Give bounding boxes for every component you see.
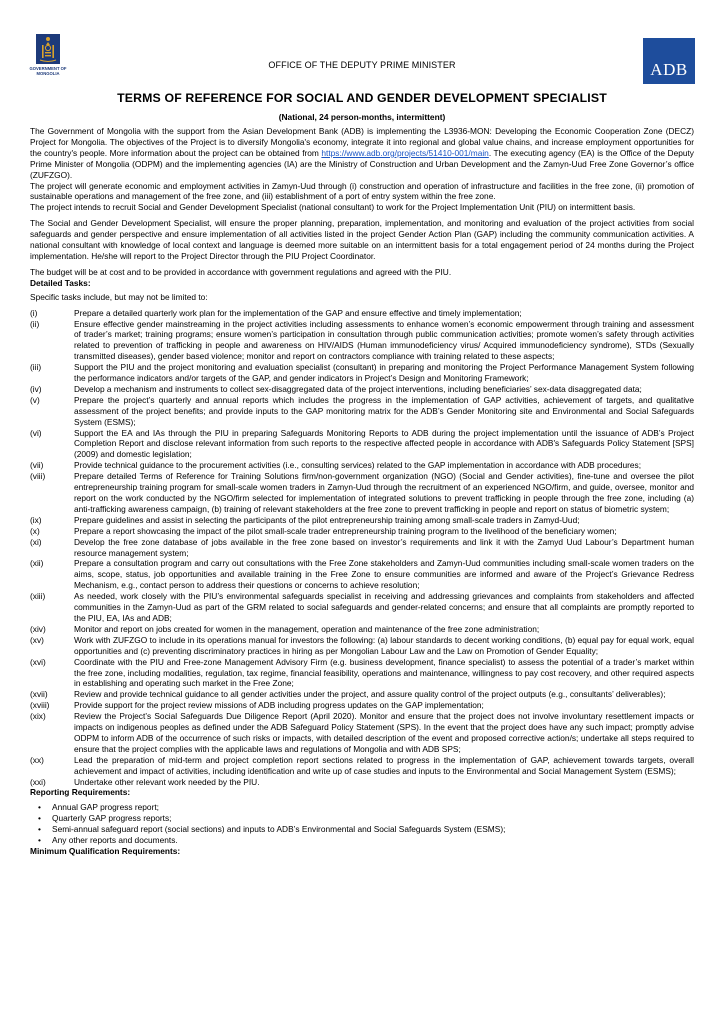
task-text: Review the Project’s Social Safeguards Due Diligence Report (April 2020). Monitor and ensure that the project does not involve involuntary resettlement impacts or impacts on indigenous peoples as defined under the ADB Safeguard Policy Statement (SPS). In the event that the project does have any such impact; promptly advise ODPM to inform ADB of the occurrence of such risks or impacts, with detailed description of the event and proposed corrective action/s; undertake all steps required to ensure that the project complies with the applicable laws and regulations of Mongolia and with ADB SPS; [74, 711, 694, 754]
task-number: (viii) [30, 471, 46, 482]
task-item [30, 777, 694, 788]
task-item [30, 755, 694, 777]
task-item [30, 384, 694, 395]
detailed-tasks-lead: Specific tasks include, but may not be limited to: [30, 291, 208, 302]
task-text: Support the EA and IAs through the PIU in preparing Safeguards Monitoring Reports to ADB during the project implementation until the issuance of ADB’s Project Completion Report and disclose relevant information from such reports to the respective affected people in accordance with ADB's Safeguards Policy Statement [SPS] (2009) and domestic legislation; [74, 427, 694, 460]
task-text: Prepare the project’s quarterly and annual reports which includes the progress in the implementation of GAP activities, achievement of targets, and qualitative assessment of the project benefits; and provide inputs to the GAP monitoring matrix for the ADB’s Gender Monitoring site and Environmental and Social Safeguards System (ESMS); [74, 394, 694, 427]
detailed-tasks-list [30, 308, 694, 788]
reporting-item [30, 802, 694, 813]
reporting-item-text: Semi-annual safeguard report (social sections) and inputs to ADB’s Environmental and Social Safeguards System (ESMS); [52, 824, 506, 835]
task-number: (ix) [30, 514, 42, 525]
intro-paragraph-3: The project intends to recruit Social and Gender Development Specialist (national consultant) to work for the Project Implementation Unit (PIU) on intermittent basis. [30, 202, 636, 213]
reporting-requirements-heading: Reporting Requirements: [30, 787, 131, 798]
task-text: Ensure effective gender mainstreaming in the project activities including assessments to enhance women’s economic empowerment through training and assessment of trader’s market; training programs; ensure women’s participation in consultation through public communication activities; promote women’s safety through activities related to prevention of trafficking in people and awareness on HIV/AIDS (Human immunodeficiency virus/ Acquired immunodeficiency syndrome), STDs (Sexually transmitted diseases), gender based violence; monitor and report on contractors compliance with training related to these aspects; [74, 318, 694, 362]
task-number: (xiv) [30, 623, 46, 634]
task-number: (vii) [30, 460, 44, 471]
intro-paragraph-1 [30, 126, 694, 181]
task-text: Work with ZUFZGO to include in its operations manual for investors the following: (a) labour standards to decent working conditions, (b) equal pay for equal work, equal opportunities and (c) preventing discriminatory practices in hiring as per Mongolian Labour Law and the Law on Promotion of Gender Equality; [74, 634, 694, 656]
document-subtitle: (National, 24 person-months, intermittent) [278, 112, 446, 122]
task-number: (xv) [30, 634, 44, 645]
task-item [30, 460, 694, 471]
reporting-item [30, 824, 694, 835]
document-title: TERMS OF REFERENCE FOR SOCIAL AND GENDER DEVELOPMENT SPECIALIST [117, 91, 607, 105]
task-number: (xx) [30, 754, 44, 765]
task-item [30, 591, 694, 624]
intro-paragraph-1-text-end: . The executing agency (EA) is the Office of the Deputy Prime Minister of Mongolia (ODPM) and the implementing agencies (IA) are the Ministry of Construction and Urban Development and the Zamyn-Uud Free Zone Governor’s office (ZUFZGO). [30, 147, 694, 180]
task-number: (iii) [30, 362, 42, 373]
intro-paragraph-4: The Social and Gender Development Specialist, will ensure the proper planning, preparation, implementation, and monitoring and evaluation of the project activities from social safeguards and gender perspective and ensure implementation of all activities listed in the project Gender Action Plan (GAP) including the community communication activities. A national consultant with knowledge of local context and language is deemed more suitable on an intermittent basis for a total engagement period of 24 months during the Project implementation. He/she will report to the Project Director through the PIU Project Coordinator. [30, 218, 694, 261]
government-logo-caption: GOVERNMENT OF MONGOLIA [29, 66, 67, 76]
reporting-item [30, 813, 694, 824]
task-item [30, 308, 694, 319]
task-number: (xxi) [30, 776, 46, 787]
task-number: (vi) [30, 427, 42, 438]
task-item [30, 526, 694, 537]
intro-paragraph-1-text: The Government of Mongolia with the support from the Asian Development Bank (ADB) is implementing the L3936-MON: Developing the Economic Cooperation Zone (DECZ) Project for Mongolia. The objectives of the Project is to diversify Mongolia's economy, integrate it into regional and global value chains, and increase employment opportunities for the country's people. More information about the project can be obtained from [30, 126, 694, 158]
task-number: (xii) [30, 558, 44, 569]
task-number: (i) [30, 307, 38, 318]
document-body [30, 126, 694, 857]
task-item [30, 395, 694, 428]
task-text: Review and provide technical guidance to all gender activities under the project, and assure quality control of the project outputs (e.g., consultants’ deliverables); [74, 689, 666, 700]
task-text: Lead the preparation of mid-term and project completion report sections related to progress in the implementation of GAP, achievement towards targets, overall achievement and impact of activities, including identification and write up of case studies and inputs to the Environmental and Social Management System (ESMS); [74, 754, 694, 776]
task-item [30, 689, 694, 700]
intro-paragraph-2: The project will generate economic and employment activities in Zamyn-Uud through (i) construction and operation of infrastructure and facilities in the free zone, (ii) promotion of sustainable operations and management of the free zone, and (iii) establishment of a port of entry system within the free zone. [30, 180, 694, 202]
reporting-item [30, 835, 694, 846]
task-text: Prepare a report showcasing the impact of the pilot small-scale trader entrepreneurship training program to the livelihood of the beneficiary women; [74, 525, 617, 536]
task-item [30, 428, 694, 461]
task-item [30, 362, 694, 384]
letterhead [0, 28, 724, 90]
detailed-tasks-heading: Detailed Tasks: [30, 277, 91, 288]
task-number: (xix) [30, 711, 46, 722]
task-text: Prepare a consultation program and carry out consultations with the Free Zone stakeholders and Zamyn-Uud communities including small-scale women traders on the aims, scope, status, job opportunities and available training in the Free Zone to ensure communities are informed and aware of the Project’s Grievance Redress Mechanism, e.g., contact person to address their questions or concerns to achieve resolution; [74, 558, 694, 591]
bullet-icon: • [38, 802, 41, 813]
task-item [30, 515, 694, 526]
task-number: (xvi) [30, 656, 46, 667]
task-item [30, 471, 694, 515]
task-text: Monitor and report on jobs created for women in the management, operation and maintenance of the free zone administration; [74, 623, 540, 634]
task-item [30, 319, 694, 363]
task-item [30, 624, 694, 635]
task-number: (v) [30, 394, 40, 405]
adb-logo-text: ADB [650, 60, 688, 79]
task-number: (x) [30, 525, 40, 536]
bullet-icon: • [38, 813, 41, 824]
task-number: (ii) [30, 318, 40, 329]
task-text: Provide support for the project review missions of ADB including progress updates on the GAP implementation; [74, 700, 484, 711]
task-text: Support the PIU and the project monitoring and evaluation specialist (consultant) in preparing and monitoring the Project Performance Management System following the performance indicators and/or targets of the GAP, and gender indicators in Project’s Design and Monitoring Framework; [74, 362, 694, 384]
bullet-icon: • [38, 835, 41, 846]
task-item [30, 558, 694, 591]
task-text: As needed, work closely with the PIU’s environmental safeguards specialist in receiving and addressing grievances and complaints from stakeholders and affected communities in the Zamyn-Uud as part of the GRM related to social safeguards and gender-related concerns; and ensure that all complaints are promptly reported to the PIU, EA, IAs and ADB; [74, 591, 694, 623]
task-number: (xviii) [30, 700, 50, 711]
task-item [30, 537, 694, 559]
project-link[interactable]: https://www.adb.org/projects/51410-001/main [321, 147, 489, 158]
task-text: Prepare detailed Terms of Reference for Training Solutions firm/non-government organization (NGO) (Social and Gender activities), fine-tune and oversee the pilot entrepreneurship training program for small-scale women traders in Zamyn-Uud through the recruitment of an experienced NGO/firm, and guide, oversee, monitor and report on the work conducted by the NGO/firm selected for implementation of integrated solutions to prevent trafficking in people through the free zone, including (a) anti-trafficking awareness campaign, (b) training of relevant stakeholders at the free zone to prevent trafficking in people and report on status of biometric system; [74, 471, 694, 514]
reporting-item-text: Annual GAP progress report; [52, 802, 159, 813]
reporting-requirements-list [30, 802, 694, 846]
office-name: OFFICE OF THE DEPUTY PRIME MINISTER [268, 60, 456, 70]
task-number: (xiii) [30, 591, 46, 602]
reporting-item-text: Quarterly GAP progress reports; [52, 813, 172, 824]
task-text: Prepare guidelines and assist in selecting the participants of the pilot entrepreneurship training among small-scale traders in Zamyd-Uud; [74, 514, 580, 525]
intro-paragraph-5: The budget will be at cost and to be provided in accordance with government regulations and agreed with the PIU. [30, 266, 452, 277]
bullet-icon: • [38, 824, 41, 835]
task-number: (xvii) [30, 689, 48, 700]
task-item [30, 711, 694, 755]
minimum-qualification-heading: Minimum Qualification Requirements: [30, 846, 181, 856]
task-item [30, 635, 694, 657]
task-item [30, 657, 694, 690]
task-number: (iv) [30, 383, 42, 394]
reporting-item-text: Any other reports and documents. [52, 835, 178, 846]
task-text: Coordinate with the PIU and Free-zone Management Advisory Firm (e.g. business development, finance specialist) to assess the potential of a trader’s market within the free zone, including modalities, regulation, tax regime, financial feasibility, operations and maintenance, willingness to pay cost recovery, and other required aspects in establishing and operating such market in the Free Zone; [74, 656, 694, 689]
task-item [30, 700, 694, 711]
task-number: (xi) [30, 536, 42, 547]
task-text: Prepare a detailed quarterly work plan for the implementation of the GAP and ensure effective and timely implementation; [74, 307, 522, 318]
task-text: Undertake other relevant work needed by the PIU. [74, 776, 260, 787]
task-text: Develop a mechanism and instruments to collect sex-disaggregated data of the project interventions, including beneficiaries’ sex-data disaggregated data; [74, 383, 642, 394]
adb-logo [643, 38, 695, 84]
task-text: Provide technical guidance to the procurement activities (i.e., consulting services) related to the GAP implementation in accordance with ADB procedures; [74, 460, 642, 471]
task-text: Develop the free zone database of jobs available in the free zone based on investor’s requirements and link it with the Zamyd Uud Labour’s Department human resource management system; [74, 536, 694, 558]
